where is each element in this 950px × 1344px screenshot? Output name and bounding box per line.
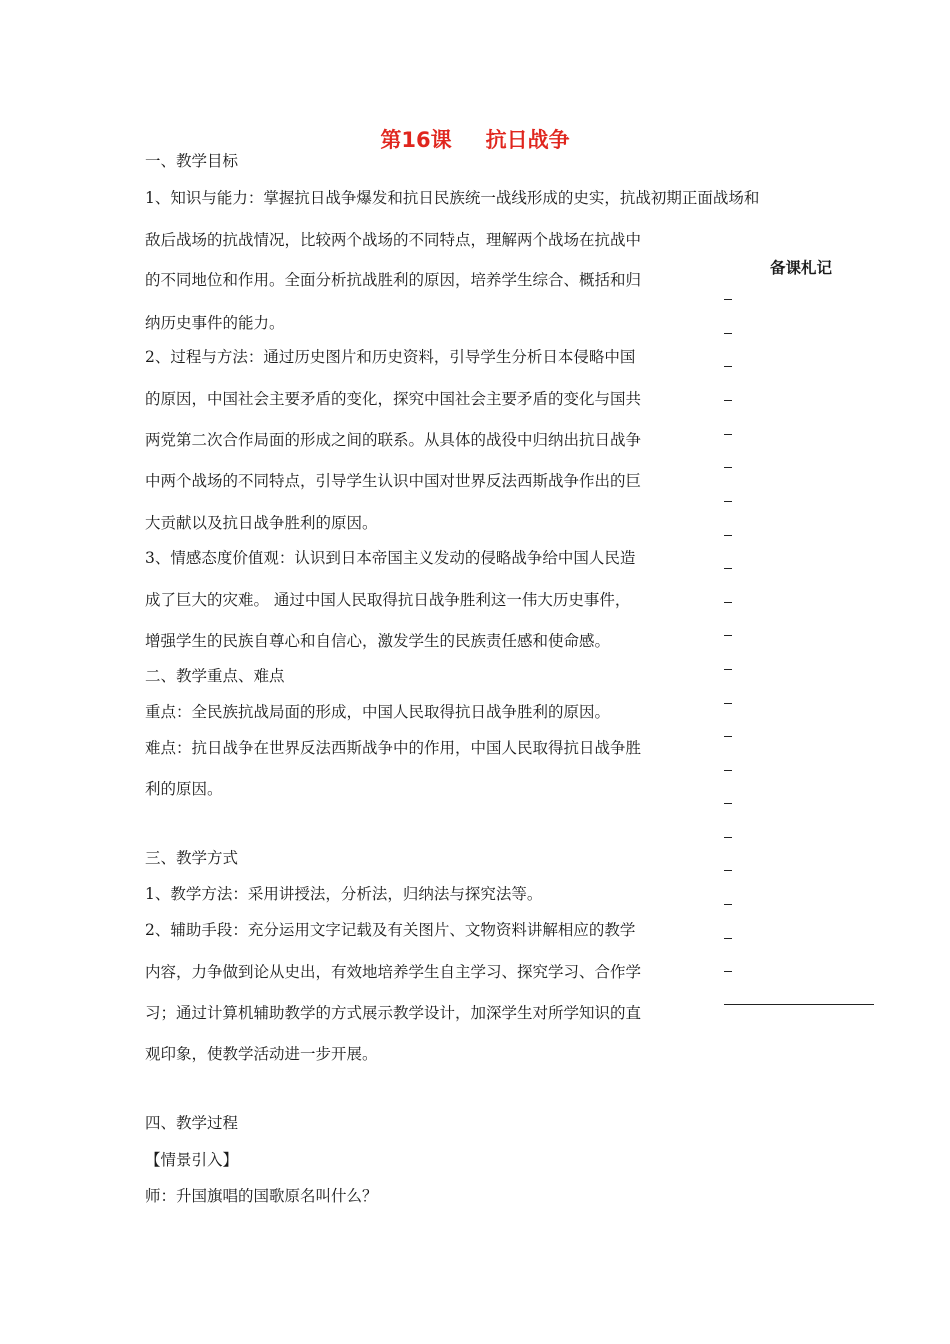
- text-line: 1、教学方法：采用讲授法，分析法，归纳法与探究法等。: [145, 885, 543, 903]
- text-line: 1、知识与能力：掌握抗日战争爆发和抗日民族统一战线形成的史实，抗战初期正面战场和: [145, 189, 760, 207]
- notes-column-title: 备课札记: [770, 259, 833, 277]
- text-line: 利的原因。: [145, 780, 223, 798]
- text-line: 2、辅助手段：充分运用文字记载及有关图片、文物资料讲解相应的教学: [145, 921, 636, 939]
- text-line: 成了巨大的灾难。 通过中国人民取得抗日战争胜利这一伟大历史事件，: [145, 591, 631, 609]
- note-mark: [724, 602, 732, 603]
- note-mark: [724, 703, 732, 704]
- note-mark: [724, 400, 732, 401]
- text-line: 难点：抗日战争在世界反法西斯战争中的作用，中国人民取得抗日战争胜: [145, 739, 642, 757]
- text-line: 纳历史事件的能力。: [145, 314, 285, 332]
- note-mark: [724, 870, 732, 871]
- section-heading-objectives: 一、教学目标: [145, 152, 239, 170]
- lesson-name: 抗日战争: [485, 128, 570, 152]
- note-mark: [724, 568, 732, 569]
- note-mark: [724, 837, 732, 838]
- note-mark: [724, 669, 732, 670]
- note-mark: [724, 467, 732, 468]
- note-mark: [724, 535, 732, 536]
- note-mark: [724, 635, 732, 636]
- text-line: 大贡献以及抗日战争胜利的原因。: [145, 514, 378, 532]
- text-line: 师：升国旗唱的国歌原名叫什么？: [145, 1187, 378, 1205]
- text-line: 两党第二次合作局面的形成之间的联系。从具体的战役中归纳出抗日战争: [145, 431, 642, 449]
- text-line: 敌后战场的抗战情况，比较两个战场的不同特点，理解两个战场在抗战中: [145, 231, 642, 249]
- note-mark: [724, 299, 732, 300]
- section-heading-process: 四、教学过程: [145, 1114, 239, 1132]
- text-line: 习；通过计算机辅助教学的方式展示教学设计，加深学生对所学知识的直: [145, 1004, 642, 1022]
- note-mark: [724, 333, 732, 334]
- note-mark: [724, 971, 732, 972]
- section-heading-key-points: 二、教学重点、难点: [145, 667, 285, 685]
- text-line: 中两个战场的不同特点，引导学生认识中国对世界反法西斯战争作出的巨: [145, 472, 642, 490]
- text-line: 的不同地位和作用。全面分析抗战胜利的原因，培养学生综合、概括和归: [145, 271, 642, 289]
- text-line: 增强学生的民族自尊心和自信心，激发学生的民族责任感和使命感。: [145, 632, 611, 650]
- text-line: 的原因，中国社会主要矛盾的变化，探究中国社会主要矛盾的变化与国共: [145, 390, 642, 408]
- note-mark: [724, 736, 732, 737]
- lesson-title: [0, 124, 950, 154]
- note-mark: [724, 770, 732, 771]
- text-line: 内容，力争做到论从史出，有效地培养学生自主学习、探究学习、合作学: [145, 963, 642, 981]
- text-line: 2、过程与方法：通过历史图片和历史资料，引导学生分析日本侵略中国: [145, 348, 636, 366]
- note-mark: [724, 501, 732, 502]
- note-mark: [724, 434, 732, 435]
- section-heading-methods: 三、教学方式: [145, 849, 239, 867]
- note-mark: [724, 803, 732, 804]
- text-line: 重点：全民族抗战局面的形成，中国人民取得抗日战争胜利的原因。: [145, 703, 611, 721]
- text-line: 【情景引入】: [145, 1151, 239, 1169]
- note-mark: [724, 938, 732, 939]
- lesson-number: 第16课: [380, 128, 452, 152]
- note-mark: [724, 366, 732, 367]
- text-line: 3、情感态度价值观：认识到日本帝国主义发动的侵略战争给中国人民造: [145, 549, 636, 567]
- note-mark: [724, 904, 732, 905]
- notes-bottom-rule: [724, 1004, 874, 1005]
- text-line: 观印象，使教学活动进一步开展。: [145, 1045, 378, 1063]
